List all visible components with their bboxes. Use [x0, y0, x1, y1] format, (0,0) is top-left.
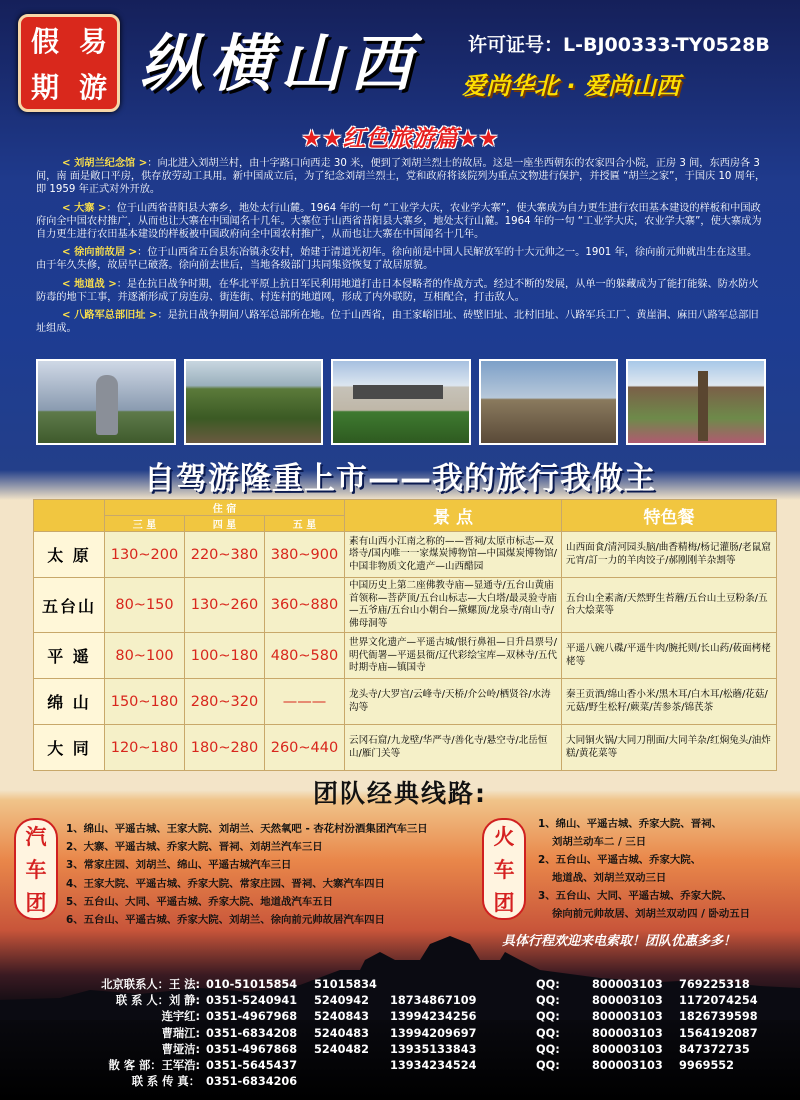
qq-label: QQ: [536, 1042, 560, 1056]
contact-row [86, 1042, 758, 1058]
intro-name: < 徐向前故居 > [62, 247, 138, 259]
route-item: 地道战、刘胡兰双动三日 [552, 872, 667, 884]
contact-row [86, 993, 758, 1009]
price-4star: 280~320 [185, 679, 265, 725]
route-item: 徐向前元帅故居、刘胡兰双动四 / 卧动五日 [552, 908, 751, 920]
qq-label: QQ: [536, 1010, 560, 1024]
route-item: 4、王家大院、平遥古城、乔家大院、常家庄园、晋祠、大寨汽车四日 [66, 877, 385, 890]
phone [314, 1058, 390, 1074]
photo-village [184, 359, 324, 445]
table-row [34, 578, 777, 633]
city-cell: 绵 山 [34, 679, 105, 725]
label-char: 车 [493, 857, 515, 882]
table-row [34, 633, 777, 679]
food-header: 特色餐 [562, 500, 777, 532]
route-item: 3、常家庄园、刘胡兰、绵山、平遥古城汽车三日 [66, 859, 292, 872]
table-corner [34, 500, 105, 532]
label-char: 车 [25, 857, 47, 882]
intro-name: < 刘胡兰纪念馆 > [62, 158, 148, 169]
route-item: 刘胡兰动车二 / 三日 [552, 836, 647, 848]
qq-number: 800003103 [592, 1042, 663, 1056]
roof-shape [353, 385, 443, 399]
phone: 5240942 [314, 994, 370, 1008]
price-3star: 80~100 [105, 633, 185, 679]
star-header: 三 星 [105, 516, 185, 532]
label-char: 火 [493, 825, 515, 850]
label-char: 团 [25, 890, 47, 915]
route-item: 2、大寨、平遥古城、乔家大院、晋祠、刘胡兰汽车三日 [66, 841, 323, 854]
phone: 5240482 [314, 1042, 370, 1056]
phone: 0351-4967968 [206, 1010, 298, 1024]
phone: 0351-4967868 [206, 1042, 298, 1056]
route-item: 5、五台山、大同、平遥古城、乔家大院、地道战汽车五日 [66, 895, 333, 908]
spots-header: 景 点 [345, 500, 562, 532]
label-char: 汽 [25, 825, 47, 850]
contact-row [86, 1058, 758, 1074]
intro-name: < 大寨 > [62, 202, 107, 214]
fax: 0351-6834206 [206, 1075, 298, 1089]
statue-shape [96, 375, 118, 435]
price-4star: 100~180 [185, 633, 265, 679]
intro-text [36, 157, 766, 340]
qq-label: QQ: [536, 994, 560, 1008]
intro-name: < 地道战 > [62, 278, 117, 290]
city-cell: 五台山 [34, 578, 105, 633]
contact-name: 联 系 传 真： [131, 1075, 200, 1089]
section-title: ★★红色旅游篇★★ [301, 126, 499, 152]
intro-paragraph: < 八路军总部旧址 >：是抗日战争期间八路军总部所在地。位于山西省，由王家峪旧址、砖壁旧址、北村旧址、八路军兵工厂、黄崖洞、麻田八路军总部旧址组成。 [36, 310, 759, 335]
brand-badge [18, 14, 120, 112]
badge-char: 期 [30, 71, 59, 104]
contact-row [86, 1009, 758, 1025]
photo-courtyard [331, 359, 471, 445]
intro-body: 向北进入刘胡兰村，由十字路口向西走 30 米，便到了刘胡兰烈士的故居。这是一座坐西朝东的农家四合小院，正房 3 间，东西房各 3 间，南 面是敞口平房，供存放劳动工具用。新中国成立后，为了纪念刘胡兰烈士，党和政府将该院列为重点文物进行保护，并授匾 “胡兰之家”，于国庆 10 周年，即 1959 年正式对外开放。 [36, 158, 766, 196]
star-header: 四 星 [185, 516, 265, 532]
mobile: 13994209697 [390, 1026, 477, 1040]
badge-char: 易 [78, 25, 107, 58]
qq-label: QQ: [536, 978, 560, 991]
price-3star: 150~180 [105, 679, 185, 725]
qq-label: QQ: [536, 1059, 560, 1073]
train-group-label [482, 818, 526, 920]
qq-number: 800003103 [592, 1026, 663, 1040]
qq-number: 9969552 [679, 1059, 735, 1073]
qq-number: 800003103 [592, 978, 663, 991]
contact-row [86, 1026, 758, 1042]
spots-cell: 云冈石窟/九龙壁/华严寺/善化寺/悬空寺/北岳恒山/雁门关等 [345, 725, 562, 771]
spots-cell: 世界文化遗产—平遥古城/银行鼻祖—日升昌票号/明代衙署—平遥县衙/辽代彩绘宝库—双林寺/五代时期寺庙—镇国寺 [345, 633, 562, 679]
phone: 010-51015854 [206, 978, 298, 991]
food-cell: 山西面食/清河园头脑/曲香精梅/杨记灌肠/老鼠窟元宵/訂一力的羊肉饺子/郝刚刚羊杂割等 [562, 532, 777, 578]
table-header-row [34, 500, 777, 516]
spots-cell: 素有山西小江南之称的——晋祠/太原市标志—双塔寺/国内唯一一家煤炭博物馆—中国煤炭博物馆/中国非物质文化遗产—山西醋园 [345, 532, 562, 578]
table-row [34, 532, 777, 578]
routes-title: 团队经典线路: [313, 779, 487, 808]
table-row [34, 725, 777, 771]
phone: 51015834 [314, 978, 377, 991]
food-cell: 秦王贡酒/绵山香小米/黑木耳/白木耳/松蘑/花菇/元菇/野生松籽/蕨菜/苦参茶/锦芪茶 [562, 679, 777, 725]
headline: 自驾游隆重上市——我的旅行我做主 [144, 461, 656, 497]
license-number: 许可证号：L-BJ00333-TY0528B [468, 34, 770, 56]
food-cell: 五台山全素斋/天然野生苔蘑/五台山土豆粉条/五台大烩菜等 [562, 578, 777, 633]
tree-shape [698, 371, 708, 441]
route-item: 2、五台山、平遥古城、乔家大院、 [538, 854, 702, 866]
intro-body: 位于山西省昔阳县大寨乡，地处太行山麓。1964 年的一句 “工业学大庆，农业学大寨”，使大寨成为自力更生进行农田基本建设的样板和中国政府向全中国农村推广，从而也让大寨在中国闻名十几年。大寨位于山西省昔阳县大寨乡，地处太行山麓。1964 年的一句 “工业学大庆，农业学大寨”，使大寨成为自力更生进行农田基本建设的样板被中国政府向全中国农村推广，从而也让大寨在中国闻名十几年。 [36, 202, 762, 241]
food-cell: 平遥八碗八碟/平遥牛肉/腕托则/长山药/莜面栲栳栳等 [562, 633, 777, 679]
price-table [33, 499, 777, 771]
mobile: 13934234524 [390, 1059, 477, 1073]
route-item: 1、绵山、平遥古城、乔家大院、晋祠、 [538, 818, 722, 830]
phone: 0351-6834208 [206, 1026, 298, 1040]
intro-paragraph: < 刘胡兰纪念馆 >：向北进入刘胡兰村，由十字路口向西走 30 米，便到了刘胡兰烈士的故居。这是一座坐西朝东的农家四合小院，正房 3 间，东西房各 3 间，南 面是敞口平房，供存放劳动工具用。新中国成立后，为了纪念刘胡兰烈士，党和政府将该院列为重点文物进行保护，并授匾 “胡兰之家”，于国庆 10 周年，即 1959 年正式对外开放。 [36, 158, 766, 196]
photo-headquarters [626, 359, 766, 445]
qq-number: 800003103 [592, 994, 663, 1008]
qq-number: 1564192087 [679, 1026, 758, 1040]
photo-tunnel [479, 359, 619, 445]
mobile: 13994234256 [390, 1010, 477, 1024]
contact-name: 曹垭洁: [161, 1042, 200, 1056]
table-row [34, 679, 777, 725]
qq-number: 769225318 [679, 978, 750, 991]
price-4star: 130~260 [185, 578, 265, 633]
label-char: 团 [493, 890, 515, 915]
contact-name: 曹瑞江: [161, 1026, 200, 1040]
price-3star: 120~180 [105, 725, 185, 771]
phone: 0351-5645437 [206, 1059, 298, 1073]
slogan: 爱尚华北 · 爱尚山西 [462, 72, 680, 100]
qq-number: 1826739598 [679, 1010, 758, 1024]
photo-strip [36, 359, 766, 445]
contact-name: 散 客 部：王军浩: [108, 1059, 200, 1073]
photo-statue [36, 359, 176, 445]
car-group-label [14, 818, 58, 920]
phone: 5240483 [314, 1026, 370, 1040]
intro-paragraph: < 徐向前故居 >：位于山西省五台县东冶镇永安村，始建于清道光初年。徐向前是中国人民解放军的十大元帅之一。1901 年，徐向前元帅就出生在这里。由于年久失修，故居早已破落。徐向前去世后，当地各级部门共同集资恢复了故居原貌。 [36, 247, 758, 272]
qq-number: 800003103 [592, 1010, 663, 1024]
contact-list [86, 977, 758, 1090]
contact-note: 具体行程欢迎来电索取！团队优惠多多！ [502, 934, 737, 949]
spots-cell: 龙头寺/大罗宫/云峰寺/天桥/介公岭/栖贤谷/水涛沟等 [345, 679, 562, 725]
badge-char: 假 [30, 25, 59, 58]
qq-number: 1172074254 [679, 994, 758, 1008]
qq-label: QQ: [536, 1026, 560, 1040]
price-5star: 380~900 [265, 532, 345, 578]
qq-number: 847372735 [679, 1042, 750, 1056]
route-item: 6、五台山、平遥古城、乔家大院、刘胡兰、徐向前元帅故居汽车四日 [66, 914, 385, 927]
car-routes [66, 820, 486, 929]
phone: 0351-5240941 [206, 994, 298, 1008]
page-title: 纵横山西 [140, 27, 421, 100]
city-cell: 大 同 [34, 725, 105, 771]
food-cell: 大同铜火锅/大同刀削面/大同羊杂/红焖兔头/油炸糕/黄花菜等 [562, 725, 777, 771]
lodging-header: 住 宿 [105, 500, 345, 516]
price-5star: 260~440 [265, 725, 345, 771]
mobile: 13935133843 [390, 1042, 477, 1056]
route-item: 3、五台山、大同、平遥古城、乔家大院、 [538, 890, 733, 902]
price-3star: 80~150 [105, 578, 185, 633]
price-5star: 360~880 [265, 578, 345, 633]
price-5star: 480~580 [265, 633, 345, 679]
phone: 5240843 [314, 1010, 370, 1024]
contact-name: 联 系 人：刘 静: [115, 994, 200, 1008]
intro-body: 是在抗日战争时期，在华北平原上抗日军民利用地道打击日本侵略者的作战方式。经过不断的发展，从单一的躲藏成为了能打能躲、防水防火防毒的地下工事，并逐渐形成了房连房、街连街、村连村的地道网，形成了内外联防，互相配合，打击敌人。 [36, 278, 759, 303]
mobile: 18734867109 [390, 994, 477, 1008]
intro-body: 位于山西省五台县东冶镇永安村，始建于清道光初年。徐向前是中国人民解放军的十大元帅之一。1901 年，徐向前元帅就出生在这里。由于年久失修，故居早已破落。徐向前去世后，当地各级部门共同集资恢复了故居原貌。 [36, 247, 758, 272]
intro-name: < 八路军总部旧址 > [62, 310, 158, 322]
city-cell: 平 遥 [34, 633, 105, 679]
qq-number: 800003103 [592, 1059, 663, 1073]
price-4star: 180~280 [185, 725, 265, 771]
contact-row [86, 1074, 758, 1090]
intro-paragraph: < 大寨 >：位于山西省昔阳县大寨乡，地处太行山麓。1964 年的一句 “工业学大庆，农业学大寨”，使大寨成为自力更生进行农田基本建设的样板和中国政府向全中国农村推广，从而也让大寨在中国闻名十几年。大寨位于山西省昔阳县大寨乡，地处太行山麓。1964 年的一句 “工业学大庆，农业学大寨”，使大寨成为自力更生进行农田基本建设的样板被中国政府向全中国农村推广，从而也让大寨在中国闻名十几年。 [36, 202, 762, 241]
spots-cell: 中国历史上第二座佛教寺庙—显通寺/五台山黄庙首领称—菩萨顶/五台山标志—大白塔/最灵验寺庙—五爷庙/五台山小朝台—黛螺顶/龙泉寺/南山寺/佛母洞等 [345, 578, 562, 633]
route-item: 1、绵山、平遥古城、王家大院、刘胡兰、天然氧吧 - 杏花村汾酒集团汽车三日 [66, 823, 428, 835]
intro-paragraph: < 地道战 >：是在抗日战争时期，在华北平原上抗日军民利用地道打击日本侵略者的作战方式。经过不断的发展，从单一的躲藏成为了能打能躲、防水防火防毒的地下工事，并逐渐形成了房连房、街连街、村连村的地道网，形成了内外联防，互相配合，打击敌人。 [36, 278, 759, 303]
price-5star: ——— [265, 679, 345, 725]
mobile [390, 977, 536, 993]
star-header: 五 星 [265, 516, 345, 532]
price-3star: 130~200 [105, 532, 185, 578]
badge-char: 游 [78, 71, 107, 104]
contact-row [86, 977, 758, 993]
contact-name: 北京联系人：王 法: [101, 978, 200, 991]
contact-name: 连宇红: [161, 1010, 200, 1024]
price-4star: 220~380 [185, 532, 265, 578]
train-routes [538, 815, 798, 923]
intro-body: 是抗日战争期间八路军总部所在地。位于山西省，由王家峪旧址、砖壁旧址、北村旧址、八路军兵工厂、黄崖洞、麻田八路军总部旧址组成。 [36, 310, 759, 335]
city-cell: 太 原 [34, 532, 105, 578]
